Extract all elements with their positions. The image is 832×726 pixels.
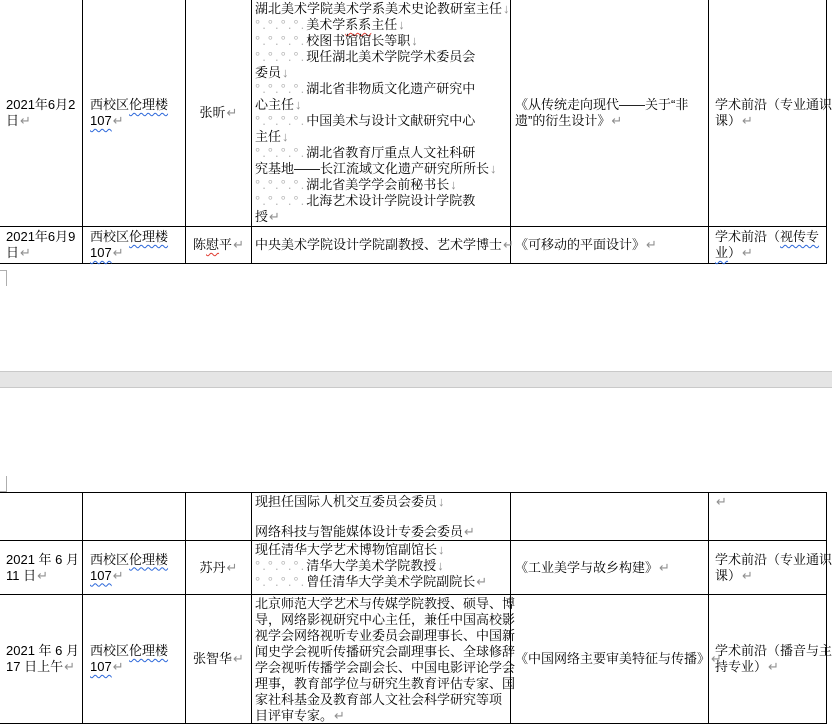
category-cell[interactable]: 学术前沿（播音与主 持专业）↵ — [709, 595, 827, 724]
location-cell[interactable]: 西校区伦理楼 107↵ — [83, 227, 186, 264]
category-cell[interactable]: 学术前沿（专业通识 课）↵ — [709, 0, 827, 227]
category-cell[interactable]: ↵ — [709, 493, 827, 541]
speaker-bio-cell[interactable]: 现担任国际人机交互委员会委员↓ 网络科技与智能媒体设计专委会委员↵ — [252, 493, 511, 541]
speaker-cell[interactable]: 张智华↵ — [186, 595, 252, 724]
speaker-cell[interactable] — [186, 493, 252, 541]
speaker-cell[interactable]: 陈慰平↵ — [186, 227, 252, 264]
lecture-title-cell[interactable] — [511, 493, 709, 541]
speaker-cell[interactable]: 苏丹↵ — [186, 541, 252, 595]
speaker-bio-cell[interactable]: 湖北美术学院美术学系美术史论教研室主任↓ °.°.°.°.美术学系系主任↓ °.°.°.°.校图书馆馆长等职↓ °.°.°.°.现任湖北美术学院学术委员会 委员↓ °.°.°.°.湖北省非物质文化遗产研究中 心主任↓ °.°.°.°.中国美术与设计文献研究中心 主任↓ °.°.°.°.湖北省教育厅重点人文社科研 究基地——长江流域文化遗产研究所所长↓ °.°.°.°.湖北省美学学会前秘书长↓ °.°.°.°.北海艺术设计学院设计学院教 授↵ — [252, 0, 511, 227]
speaker-cell[interactable]: 张昕↵ — [186, 0, 252, 227]
date-cell[interactable]: 2021年6月2 日↵ — [0, 0, 83, 227]
category-cell[interactable]: 学术前沿（专业通识 课）↵ — [709, 541, 827, 595]
page-margin-corner-mark — [0, 476, 7, 492]
location-cell[interactable] — [83, 493, 186, 541]
date-cell[interactable]: 2021年6月9 日↵ — [0, 227, 83, 264]
lecture-title-cell[interactable]: 《可移动的平面设计》↵ — [511, 227, 709, 264]
date-cell[interactable]: 2021 年 6 月 11 日↵ — [0, 541, 83, 595]
speaker-bio-cell[interactable]: 中央美术学院设计学院副教授、艺术学博士↵ — [252, 227, 511, 264]
lecture-title-cell[interactable]: 《工业美学与故乡构建》↵ — [511, 541, 709, 595]
location-cell[interactable]: 西校区伦理楼 107↵ — [83, 595, 186, 724]
category-cell[interactable]: 学术前沿（视传专 业）↵ — [709, 227, 827, 264]
speaker-bio-cell[interactable]: 北京师范大学艺术与传媒学院教授、硕导、博 导，网络影视研究中心主任，兼任中国高校影 视学会网络视听专业委员会副理事长、中国新 闻史学会视听传播研究会副理事长、全球修辞 学会视听传播学会副会长、中国电影评论学会 理事，教育部学位与研究生教育评估专家、国 家社科基金及教育部人文社会科学研究等项 目评审专家。↵ — [252, 595, 511, 724]
date-cell[interactable] — [0, 493, 83, 541]
page-margin-corner-mark — [0, 270, 7, 286]
lecture-title-cell[interactable]: 《中国网络主要审美特征与传播》↵ — [511, 595, 709, 724]
date-cell[interactable]: 2021 年 6 月 17 日上午↵ — [0, 595, 83, 724]
location-cell[interactable]: 西校区伦理楼 107↵ — [83, 541, 186, 595]
lecture-title-cell[interactable]: 《从传统走向现代——关于“非 遗”的衍生设计》↵ — [511, 0, 709, 227]
speaker-bio-cell[interactable]: 现任清华大学艺术博物馆副馆长↓ °.°.°.°.清华大学美术学院教授↓ °.°.°.°.曾任清华大学美术学院副院长↵ — [252, 541, 511, 595]
location-cell[interactable]: 西校区伦理楼 107↵ — [83, 0, 186, 227]
lecture-schedule-table-page1 — [0, 0, 832, 264]
page-break-separator — [0, 371, 832, 388]
lecture-schedule-table-page2 — [0, 492, 832, 724]
